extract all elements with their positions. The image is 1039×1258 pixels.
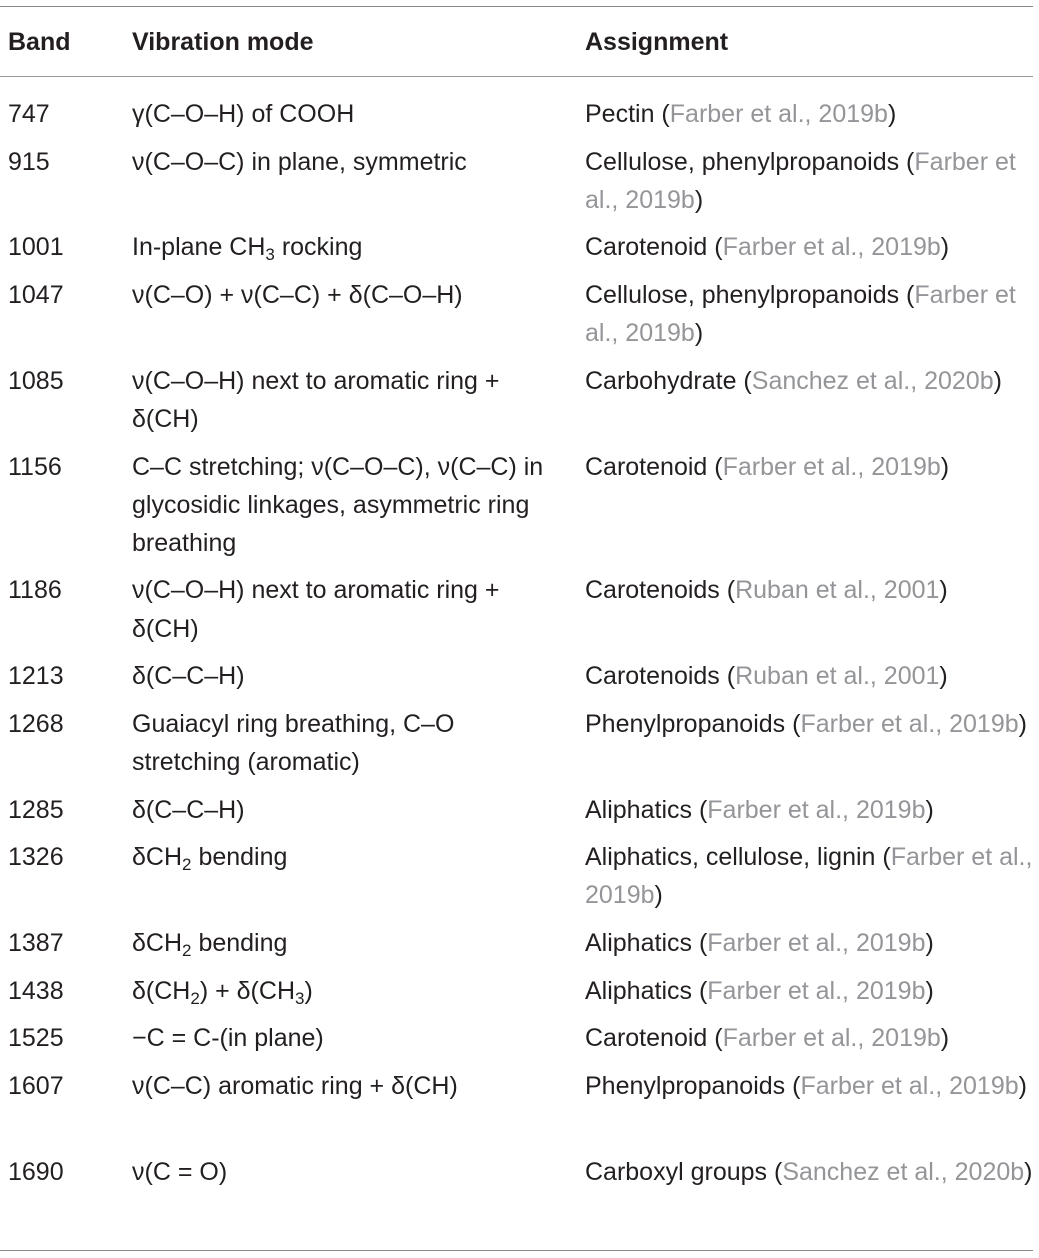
header-assignment: Assignment <box>585 28 729 56</box>
assignment-text: Carbohydrate <box>585 366 737 395</box>
cell-vibration-mode <box>132 791 552 829</box>
mode-text: δ(C–C–H) <box>132 795 245 824</box>
assignment-text: Carotenoid <box>585 452 708 481</box>
subscript: 2 <box>182 855 192 875</box>
assignment-text: Phenylpropanoids <box>585 709 786 738</box>
mode-text: ν(C–O–C) in plane, symmetric <box>132 147 467 176</box>
assignment-text: Pectin <box>585 100 655 128</box>
assignment-text: Carotenoid <box>585 1024 708 1053</box>
citation-link[interactable]: Farber et al., 2019b <box>707 795 926 824</box>
citation-link[interactable]: Farber et al., 2019b <box>585 147 1016 214</box>
table-row <box>0 705 1033 791</box>
mode-text: ) + δ(CH <box>199 976 295 1005</box>
assignment-text: Aliphatics <box>585 976 692 1005</box>
table-row <box>0 143 1033 229</box>
cell-assignment: Carotenoid (Farber et al., 2019b) <box>585 1024 950 1053</box>
citation-link[interactable]: Farber et al., 2019b <box>722 1024 941 1053</box>
table-header-row <box>0 26 1033 58</box>
mode-text: C–C stretching; ν(C–O–C), ν(C–C) in glycosidic linkages, asymmetric ring breathing <box>132 452 544 557</box>
subscript: 2 <box>182 940 192 960</box>
mode-text: δ(C–C–H) <box>132 662 245 691</box>
citation-link[interactable]: Ruban et al., 2001 <box>735 662 940 691</box>
cell-assignment: Cellulose, phenylpropanoids (Farber et al., 2019b) <box>585 147 1016 214</box>
cell-assignment: Carotenoid (Farber et al., 2019b) <box>585 452 950 481</box>
cell-vibration-mode <box>132 1067 552 1105</box>
cell-band: 1690 <box>8 1157 64 1186</box>
cell-band: 1047 <box>8 280 64 309</box>
cell-vibration-mode <box>132 1019 552 1057</box>
mode-text: In-plane CH <box>132 233 266 262</box>
assignment-text: Aliphatics <box>585 795 692 824</box>
mode-text: ν(C–C) aromatic ring + δ(CH) <box>132 1071 458 1100</box>
cell-band: 1213 <box>8 662 64 691</box>
subscript: 2 <box>190 988 200 1008</box>
mode-text: δCH <box>132 928 183 957</box>
cell-vibration-mode <box>132 705 552 781</box>
cell-vibration-mode <box>132 276 552 314</box>
table-row <box>0 972 1033 1020</box>
citation-link[interactable]: Farber et al., 2019b <box>722 233 941 262</box>
cell-band: 1525 <box>8 1024 64 1053</box>
cell-band: 1387 <box>8 928 64 957</box>
assignment-text: Aliphatics, cellulose, lignin <box>585 843 876 872</box>
assignment-text: Cellulose, phenylpropanoids <box>585 280 900 309</box>
cell-vibration-mode <box>132 972 552 1010</box>
cell-band: 1085 <box>8 366 64 395</box>
table-row <box>0 95 1033 143</box>
cell-assignment: Aliphatics (Farber et al., 2019b) <box>585 795 934 824</box>
table-row <box>0 791 1033 839</box>
assignment-text: Carotenoids <box>585 576 720 605</box>
table-row <box>0 657 1033 705</box>
assignment-text: Aliphatics <box>585 928 692 957</box>
cell-assignment: Carotenoids (Ruban et al., 2001) <box>585 576 948 605</box>
table-row <box>0 571 1033 657</box>
citation-link[interactable]: Farber et al., 2019b <box>585 280 1016 348</box>
table-header-rule <box>0 76 1033 77</box>
cell-vibration-mode <box>132 1153 552 1191</box>
table-row <box>0 228 1033 276</box>
cell-band: 747 <box>8 100 50 128</box>
mode-text: −C = C-(in plane) <box>132 1024 324 1053</box>
cell-vibration-mode <box>132 657 552 695</box>
cell-band: 1268 <box>8 709 64 738</box>
assignment-text: Phenylpropanoids <box>585 1071 786 1100</box>
cell-assignment: Carboxyl groups (Sanchez et al., 2020b) <box>585 1157 1033 1186</box>
cell-band: 1285 <box>8 795 64 824</box>
citation-link[interactable]: Farber et al., 2019b <box>800 709 1019 738</box>
mode-text: bending <box>191 843 288 872</box>
cell-band: 915 <box>8 147 50 176</box>
table-row <box>0 1019 1033 1067</box>
cell-vibration-mode <box>132 95 552 133</box>
citation-link[interactable]: Ruban et al., 2001 <box>735 576 940 605</box>
mode-text: Guaiacyl ring breathing, C–O stretching (aromatic) <box>132 709 455 777</box>
table-row <box>0 838 1033 924</box>
cell-vibration-mode <box>132 448 552 563</box>
cell-assignment: Phenylpropanoids (Farber et al., 2019b) <box>585 709 1027 738</box>
cell-band: 1156 <box>8 452 62 481</box>
citation-link[interactable]: Sanchez et al., 2020b <box>751 366 994 395</box>
mode-text: bending <box>191 928 288 957</box>
citation-link[interactable]: Farber et al., 2019b <box>722 452 941 481</box>
citation-link[interactable]: Sanchez et al., 2020b <box>782 1157 1025 1186</box>
cell-band: 1438 <box>8 976 64 1005</box>
assignment-text: Carotenoid <box>585 233 708 262</box>
table-row <box>0 362 1033 448</box>
subscript: 3 <box>295 988 305 1008</box>
cell-band: 1607 <box>8 1071 64 1100</box>
mode-text: ν(C–O–H) next to aromatic ring + δ(CH) <box>132 366 500 433</box>
cell-vibration-mode <box>132 362 552 438</box>
cell-vibration-mode <box>132 838 552 876</box>
mode-text: δ(CH <box>132 976 191 1005</box>
cell-band: 1326 <box>8 843 64 872</box>
table-body <box>0 95 1033 1238</box>
header-vibration-mode: Vibration mode <box>132 28 314 56</box>
table-bottom-rule <box>0 1250 1033 1251</box>
table-row <box>0 1067 1033 1153</box>
table-row <box>0 1153 1033 1239</box>
citation-link[interactable]: Farber et al., 2019b <box>585 843 1033 910</box>
subscript: 3 <box>265 245 275 265</box>
cell-assignment: Pectin (Farber et al., 2019b) <box>585 100 897 128</box>
cell-vibration-mode <box>132 924 552 962</box>
cell-assignment: Aliphatics (Farber et al., 2019b) <box>585 976 934 1005</box>
mode-text: ν(C = O) <box>132 1157 228 1186</box>
assignment-text: Carotenoids <box>585 662 720 691</box>
mode-text: ν(C–O–H) next to aromatic ring + δ(CH) <box>132 576 500 643</box>
cell-assignment: Carotenoids (Ruban et al., 2001) <box>585 662 948 691</box>
cell-assignment: Phenylpropanoids (Farber et al., 2019b) <box>585 1071 1027 1100</box>
cell-vibration-mode <box>132 228 552 266</box>
mode-text: ν(C–O) + ν(C–C) + δ(C–O–H) <box>132 280 463 309</box>
cell-assignment: Carbohydrate (Sanchez et al., 2020b) <box>585 366 1002 395</box>
citation-link[interactable]: Farber et al., 2019b <box>669 100 888 128</box>
table-top-rule <box>0 6 1033 7</box>
cell-band: 1186 <box>8 576 62 605</box>
cell-assignment: Aliphatics, cellulose, lignin (Farber et al., 2019b) <box>585 843 1033 910</box>
table-row <box>0 276 1033 362</box>
mode-text: δCH <box>132 843 183 872</box>
mode-text: γ(C–O–H) of COOH <box>132 100 355 128</box>
cell-assignment: Carotenoid (Farber et al., 2019b) <box>585 233 950 262</box>
mode-text: rocking <box>274 233 363 262</box>
cell-vibration-mode <box>132 571 552 647</box>
citation-link[interactable]: Farber et al., 2019b <box>707 976 926 1005</box>
cell-band: 1001 <box>8 233 64 262</box>
citation-link[interactable]: Farber et al., 2019b <box>800 1071 1019 1100</box>
assignment-text: Carboxyl groups <box>585 1157 768 1186</box>
assignment-text: Cellulose, phenylpropanoids <box>585 147 900 176</box>
cell-assignment: Aliphatics (Farber et al., 2019b) <box>585 928 934 957</box>
cell-vibration-mode <box>132 143 552 181</box>
table-row <box>0 924 1033 972</box>
cell-assignment: Cellulose, phenylpropanoids (Farber et al., 2019b) <box>585 280 1016 348</box>
citation-link[interactable]: Farber et al., 2019b <box>707 928 926 957</box>
mode-text: ) <box>304 976 313 1005</box>
table-row <box>0 448 1033 572</box>
header-band: Band <box>8 28 71 56</box>
